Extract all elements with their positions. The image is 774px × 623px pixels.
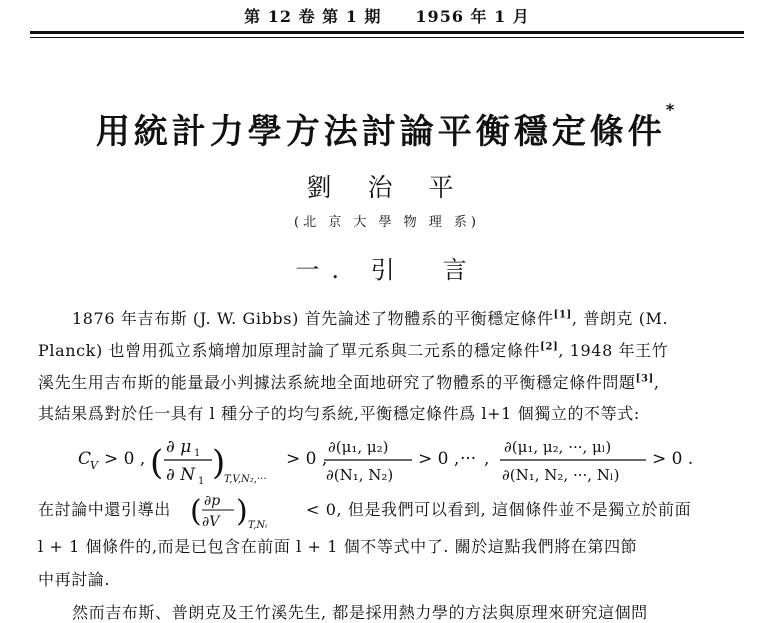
text-run: 在討論中還引導出 bbox=[38, 500, 171, 519]
header-rule-thick bbox=[30, 31, 744, 34]
inline-frac-den: ∂V bbox=[202, 514, 220, 530]
frac1-numerator: ∂ μ bbox=[166, 437, 192, 457]
formula-gt0-3: > 0 , bbox=[418, 449, 460, 469]
formula-end: > 0 . bbox=[652, 449, 694, 469]
frac2-denominator: ∂(N₁, N₂) bbox=[326, 466, 394, 484]
frac3-denominator: ∂(N₁, N₂, ···, Nₗ) bbox=[502, 466, 620, 484]
article-title-text: 用統計力學方法討論平衡穩定條件 bbox=[95, 112, 666, 152]
citation-ref: [1] bbox=[553, 309, 572, 321]
citation-ref: [2] bbox=[540, 341, 559, 353]
text-run: 1876 年吉布斯 (J. W. Gibbs) 首先論述了物體系的平衡穩定條件 bbox=[72, 309, 554, 328]
inline-derivative bbox=[188, 488, 298, 532]
paragraph-3-line-1: 然而吉布斯、普朗克及王竹溪先生, 都是採用熱力學的方法與原理來研究這個問 bbox=[72, 603, 648, 622]
stability-conditions-formula bbox=[74, 424, 714, 490]
paragraph-2-line-1-rest: < 0, 但是我們可以看到, 這個條件並不是獨立於前面 bbox=[306, 500, 692, 519]
formula-gt0-1: > 0 , bbox=[104, 449, 146, 469]
paren-open-2: ( bbox=[190, 494, 202, 529]
frac2-numerator: ∂(μ₁, μ₂) bbox=[328, 438, 389, 456]
formula-cv: C bbox=[78, 449, 92, 469]
paragraph-1-line-1 bbox=[72, 306, 738, 329]
paren-close-2: ) bbox=[236, 494, 248, 529]
paragraph-1-line-2 bbox=[38, 338, 738, 361]
inline-frac-num: ∂p bbox=[204, 493, 221, 509]
formula-dots: ··· bbox=[460, 449, 477, 469]
comma: , bbox=[484, 449, 490, 469]
citation-ref: [3] bbox=[635, 373, 654, 385]
author-name: 劉 治 平 bbox=[306, 173, 468, 202]
section-heading: 一. 引 言 bbox=[295, 256, 479, 284]
paren-close-1: ) bbox=[212, 443, 226, 483]
frac1-num-sub: 1 bbox=[194, 448, 201, 459]
frac3-numerator: ∂(μ₁, μ₂, ···, μₗ) bbox=[504, 438, 612, 456]
article-title bbox=[0, 100, 774, 153]
text-run: Planck) 也曾用孤立系熵增加原理討論了單元系與二元系的穩定條件 bbox=[38, 341, 541, 360]
formula-gt0-2: > 0 , bbox=[286, 449, 328, 469]
frac1-denominator: ∂ N bbox=[166, 465, 196, 485]
paragraph-2-line-2: l + 1 個條件的,而是已包含在前面 l + 1 個不等式中了. 關於這點我們將在第四節 bbox=[38, 537, 638, 556]
paren-open-1: ( bbox=[150, 443, 164, 483]
text-run: , bbox=[653, 373, 660, 392]
inline-frac-sub: T,Nᵢ bbox=[248, 520, 268, 531]
paragraph-1-line-3 bbox=[38, 370, 738, 393]
header-rule-thin bbox=[30, 37, 744, 38]
text-run: 溪先生用吉布斯的能量最小判據法系統地全面地研究了物體系的平衡穩定條件問題 bbox=[38, 373, 636, 392]
title-footnote-mark: * bbox=[665, 100, 679, 119]
frac1-subscript: T,V,N₂,··· bbox=[224, 474, 267, 485]
formula-cv-sub: V bbox=[90, 459, 98, 472]
frac1-den-sub: 1 bbox=[198, 476, 205, 487]
text-run: , 普朗克 (M. bbox=[571, 309, 669, 328]
author-affiliation: (北 京 大 學 物 理 系) bbox=[294, 215, 480, 230]
running-head: 第 12 卷 第 1 期 1956 年 1 月 bbox=[244, 7, 530, 26]
paragraph-1-line-4: 其結果爲對於任一具有 l 種分子的均勻系統,平衡穩定條件爲 l+1 個獨立的不等式: bbox=[38, 404, 640, 423]
paragraph-2-line-3: 中再討論. bbox=[38, 570, 111, 589]
text-run: , 1948 年王竹 bbox=[558, 341, 669, 360]
